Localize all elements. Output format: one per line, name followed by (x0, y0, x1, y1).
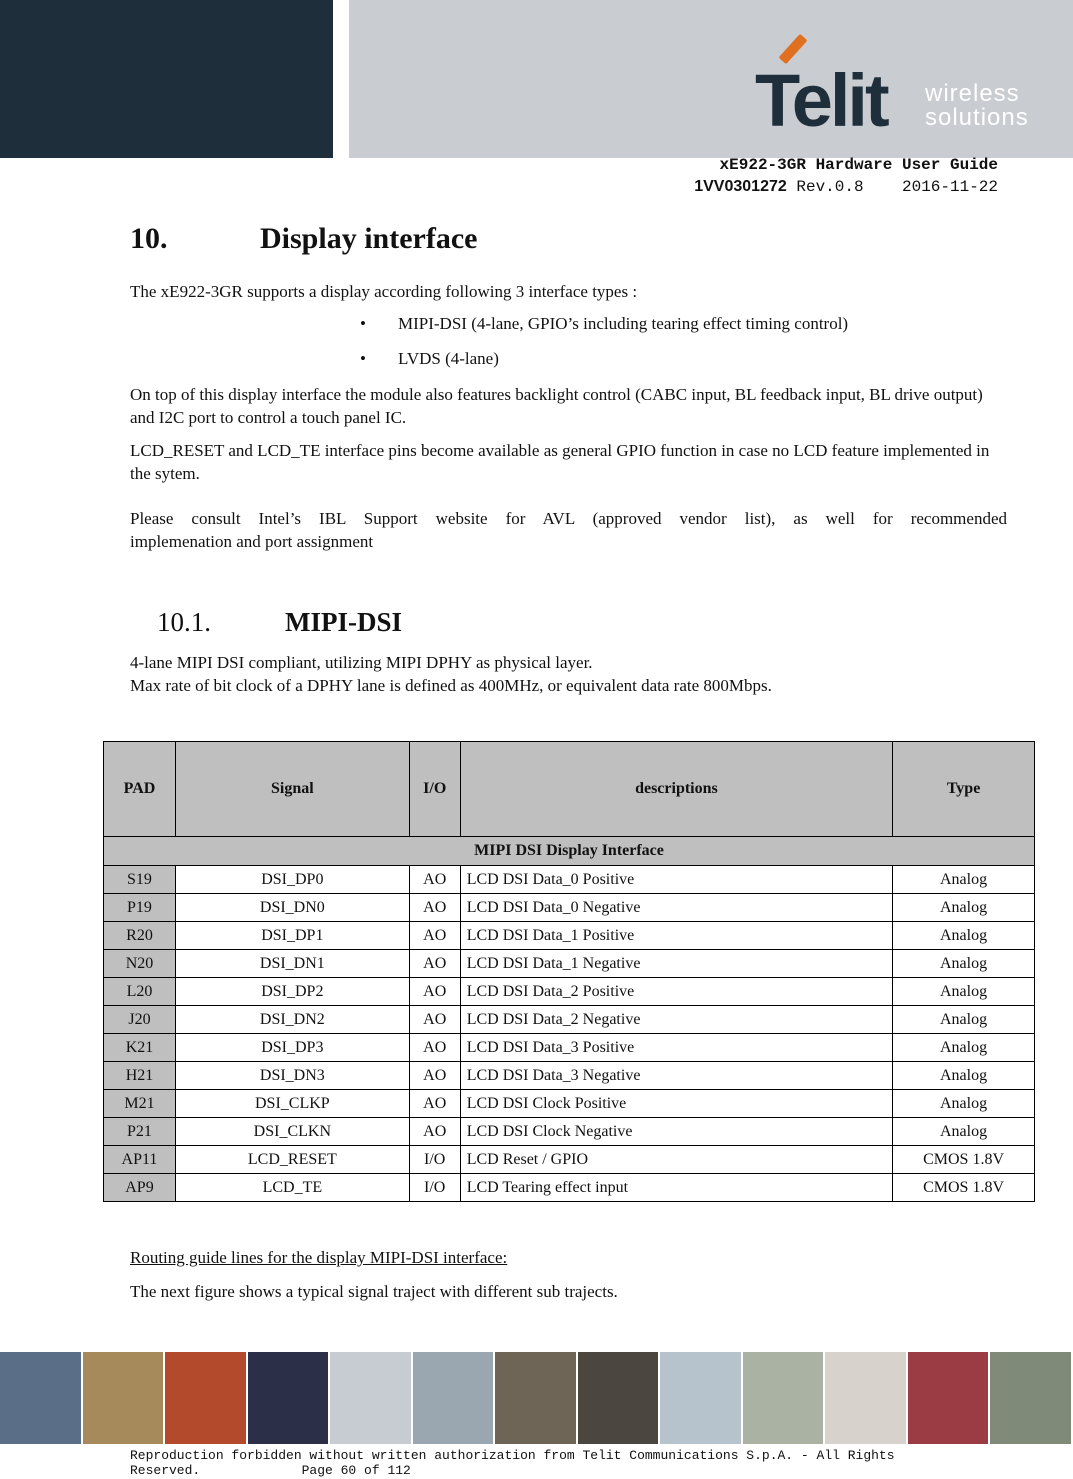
cell-pad: AP11 (104, 1146, 176, 1174)
cell-type: Analog (893, 1090, 1035, 1118)
cell-io: AO (409, 894, 460, 922)
footer-photo (495, 1352, 578, 1444)
section-number: 10. (130, 222, 168, 255)
cell-description: LCD DSI Data_2 Negative (460, 1006, 892, 1034)
cell-pad: AP9 (104, 1174, 176, 1202)
avl-paragraph-line1: Please consult Intel’s IBL Support website for AVL (approved vendor list), as well for recommended (130, 509, 1007, 528)
cell-signal: DSI_DP3 (175, 1034, 409, 1062)
cell-description: LCD DSI Data_3 Negative (460, 1062, 892, 1090)
cell-pad: S19 (104, 866, 176, 894)
table-row (104, 978, 1035, 1006)
cell-pad: P21 (104, 1118, 176, 1146)
cell-io: AO (409, 1090, 460, 1118)
table-row (104, 1034, 1035, 1062)
cell-signal: DSI_DN1 (175, 950, 409, 978)
avl-paragraph-line2: implemenation and port assignment (130, 532, 374, 551)
table-section-label: MIPI DSI Display Interface (104, 837, 1035, 866)
cell-io: AO (409, 1034, 460, 1062)
footer-photo (660, 1352, 743, 1444)
footer-photo (165, 1352, 248, 1444)
cell-description: LCD Tearing effect input (460, 1174, 892, 1202)
footer-line-1: Reproduction forbidden without written authorization from Telit Communications S.p.A. - All Rights (130, 1448, 895, 1463)
table-section-row (104, 837, 1035, 866)
section-title: Display interface (260, 222, 478, 255)
cell-io: AO (409, 866, 460, 894)
cell-type: Analog (893, 1062, 1035, 1090)
cell-signal: DSI_DN3 (175, 1062, 409, 1090)
intro-paragraph: The xE922-3GR supports a display according following 3 interface types : (130, 282, 638, 301)
cell-description: LCD Reset / GPIO (460, 1146, 892, 1174)
cell-type: Analog (893, 1118, 1035, 1146)
cell-signal: DSI_DP2 (175, 978, 409, 1006)
cell-description: LCD DSI Data_3 Positive (460, 1034, 892, 1062)
cell-signal: DSI_CLKN (175, 1118, 409, 1146)
cell-description: LCD DSI Clock Negative (460, 1118, 892, 1146)
routing-text: The next figure shows a typical signal traject with different sub trajects. (130, 1282, 618, 1301)
cell-io: I/O (409, 1146, 460, 1174)
bullet-dot: • (360, 314, 366, 333)
cell-pad: R20 (104, 922, 176, 950)
cell-io: AO (409, 1062, 460, 1090)
mipi-line-2: Max rate of bit clock of a DPHY lane is defined as 400MHz, or equivalent data rate 800Mbps. (130, 676, 772, 695)
table-header-row (104, 742, 1035, 837)
subsection-title: MIPI-DSI (285, 607, 403, 637)
cell-signal: DSI_DN2 (175, 1006, 409, 1034)
cell-signal: DSI_DP1 (175, 922, 409, 950)
cell-signal: LCD_TE (175, 1174, 409, 1202)
cell-signal: LCD_RESET (175, 1146, 409, 1174)
table-row (104, 1146, 1035, 1174)
footer-line-2: Reserved. Page 60 of 112 (130, 1463, 411, 1478)
footer-photo (330, 1352, 413, 1444)
footer-photo (908, 1352, 991, 1444)
footer-photo (0, 1352, 83, 1444)
footer-photo (413, 1352, 496, 1444)
cell-io: AO (409, 1006, 460, 1034)
routing-heading: Routing guide lines for the display MIPI-DSI interface: (130, 1248, 508, 1267)
cell-signal: DSI_DP0 (175, 866, 409, 894)
cell-type: Analog (893, 866, 1035, 894)
section-heading (130, 222, 477, 256)
logo-tagline-2: solutions (925, 104, 1029, 131)
cell-pad: J20 (104, 1006, 176, 1034)
cell-io: AO (409, 922, 460, 950)
cell-type: Analog (893, 950, 1035, 978)
document-title: xE922-3GR Hardware User Guide (719, 156, 998, 174)
cell-pad: M21 (104, 1090, 176, 1118)
cell-type: CMOS 1.8V (893, 1174, 1035, 1202)
cell-type: Analog (893, 1034, 1035, 1062)
cell-signal: DSI_DN0 (175, 894, 409, 922)
mipi-dsi-pad-table (103, 741, 1035, 1202)
cell-description: LCD DSI Data_0 Negative (460, 894, 892, 922)
bullet-dot: • (360, 349, 366, 368)
subsection-heading (157, 607, 402, 638)
mipi-line-1: 4-lane MIPI DSI compliant, utilizing MIPI DPHY as physical layer. (130, 653, 593, 672)
subsection-number: 10.1. (157, 607, 211, 637)
cell-type: Analog (893, 922, 1035, 950)
document-meta (694, 178, 998, 196)
telit-logo (755, 44, 1045, 144)
cell-type: Analog (893, 894, 1035, 922)
footer-photo (825, 1352, 908, 1444)
footer-copyright (130, 1448, 1030, 1478)
table-row (104, 1118, 1035, 1146)
table-row (104, 1090, 1035, 1118)
bullet-text: LVDS (4-lane) (398, 349, 499, 368)
cell-io: AO (409, 950, 460, 978)
footer-photo-strip (0, 1352, 1073, 1444)
column-header-signal: Signal (175, 742, 409, 837)
table-row (104, 1006, 1035, 1034)
cell-type: CMOS 1.8V (893, 1146, 1035, 1174)
cell-type: Analog (893, 1006, 1035, 1034)
column-header-type: Type (893, 742, 1035, 837)
footer-photo (743, 1352, 826, 1444)
cell-description: LCD DSI Data_1 Negative (460, 950, 892, 978)
footer-photo (990, 1352, 1073, 1444)
cell-pad: H21 (104, 1062, 176, 1090)
document-code: 1VV0301272 (694, 178, 787, 195)
cell-io: I/O (409, 1174, 460, 1202)
cell-description: LCD DSI Clock Positive (460, 1090, 892, 1118)
bullet-item (360, 349, 499, 369)
cell-signal: DSI_CLKP (175, 1090, 409, 1118)
column-header-descriptions: descriptions (460, 742, 892, 837)
footer-photo (83, 1352, 166, 1444)
table-row (104, 1062, 1035, 1090)
table-row (104, 866, 1035, 894)
table-row (104, 894, 1035, 922)
table-row (104, 922, 1035, 950)
document-revision-date: Rev.0.8 2016-11-22 (786, 178, 998, 196)
cell-pad: K21 (104, 1034, 176, 1062)
logo-word: Telit (755, 59, 887, 142)
column-header-pad: PAD (104, 742, 176, 837)
logo-tagline-1: wireless (925, 80, 1020, 107)
backlight-paragraph: On top of this display interface the module also features backlight control (CABC input, BL feedback input, BL drive output) and I2C port to control a touch panel IC. (130, 385, 983, 427)
bullet-item (360, 314, 848, 334)
logo-tagline (925, 82, 1029, 130)
cell-pad: L20 (104, 978, 176, 1006)
cell-description: LCD DSI Data_0 Positive (460, 866, 892, 894)
cell-io: AO (409, 1118, 460, 1146)
cell-pad: N20 (104, 950, 176, 978)
footer-photo (578, 1352, 661, 1444)
cell-description: LCD DSI Data_1 Positive (460, 922, 892, 950)
table-row (104, 950, 1035, 978)
cell-description: LCD DSI Data_2 Positive (460, 978, 892, 1006)
table-row (104, 1174, 1035, 1202)
footer-photo (248, 1352, 331, 1444)
cell-pad: P19 (104, 894, 176, 922)
bullet-text: MIPI-DSI (4-lane, GPIO’s including tearing effect timing control) (398, 314, 849, 333)
cell-io: AO (409, 978, 460, 1006)
header-dark-panel (0, 0, 333, 158)
gpio-paragraph: LCD_RESET and LCD_TE interface pins become available as general GPIO function in case no LCD feature implemented in the sytem. (130, 441, 990, 483)
cell-type: Analog (893, 978, 1035, 1006)
column-header-io: I/O (409, 742, 460, 837)
